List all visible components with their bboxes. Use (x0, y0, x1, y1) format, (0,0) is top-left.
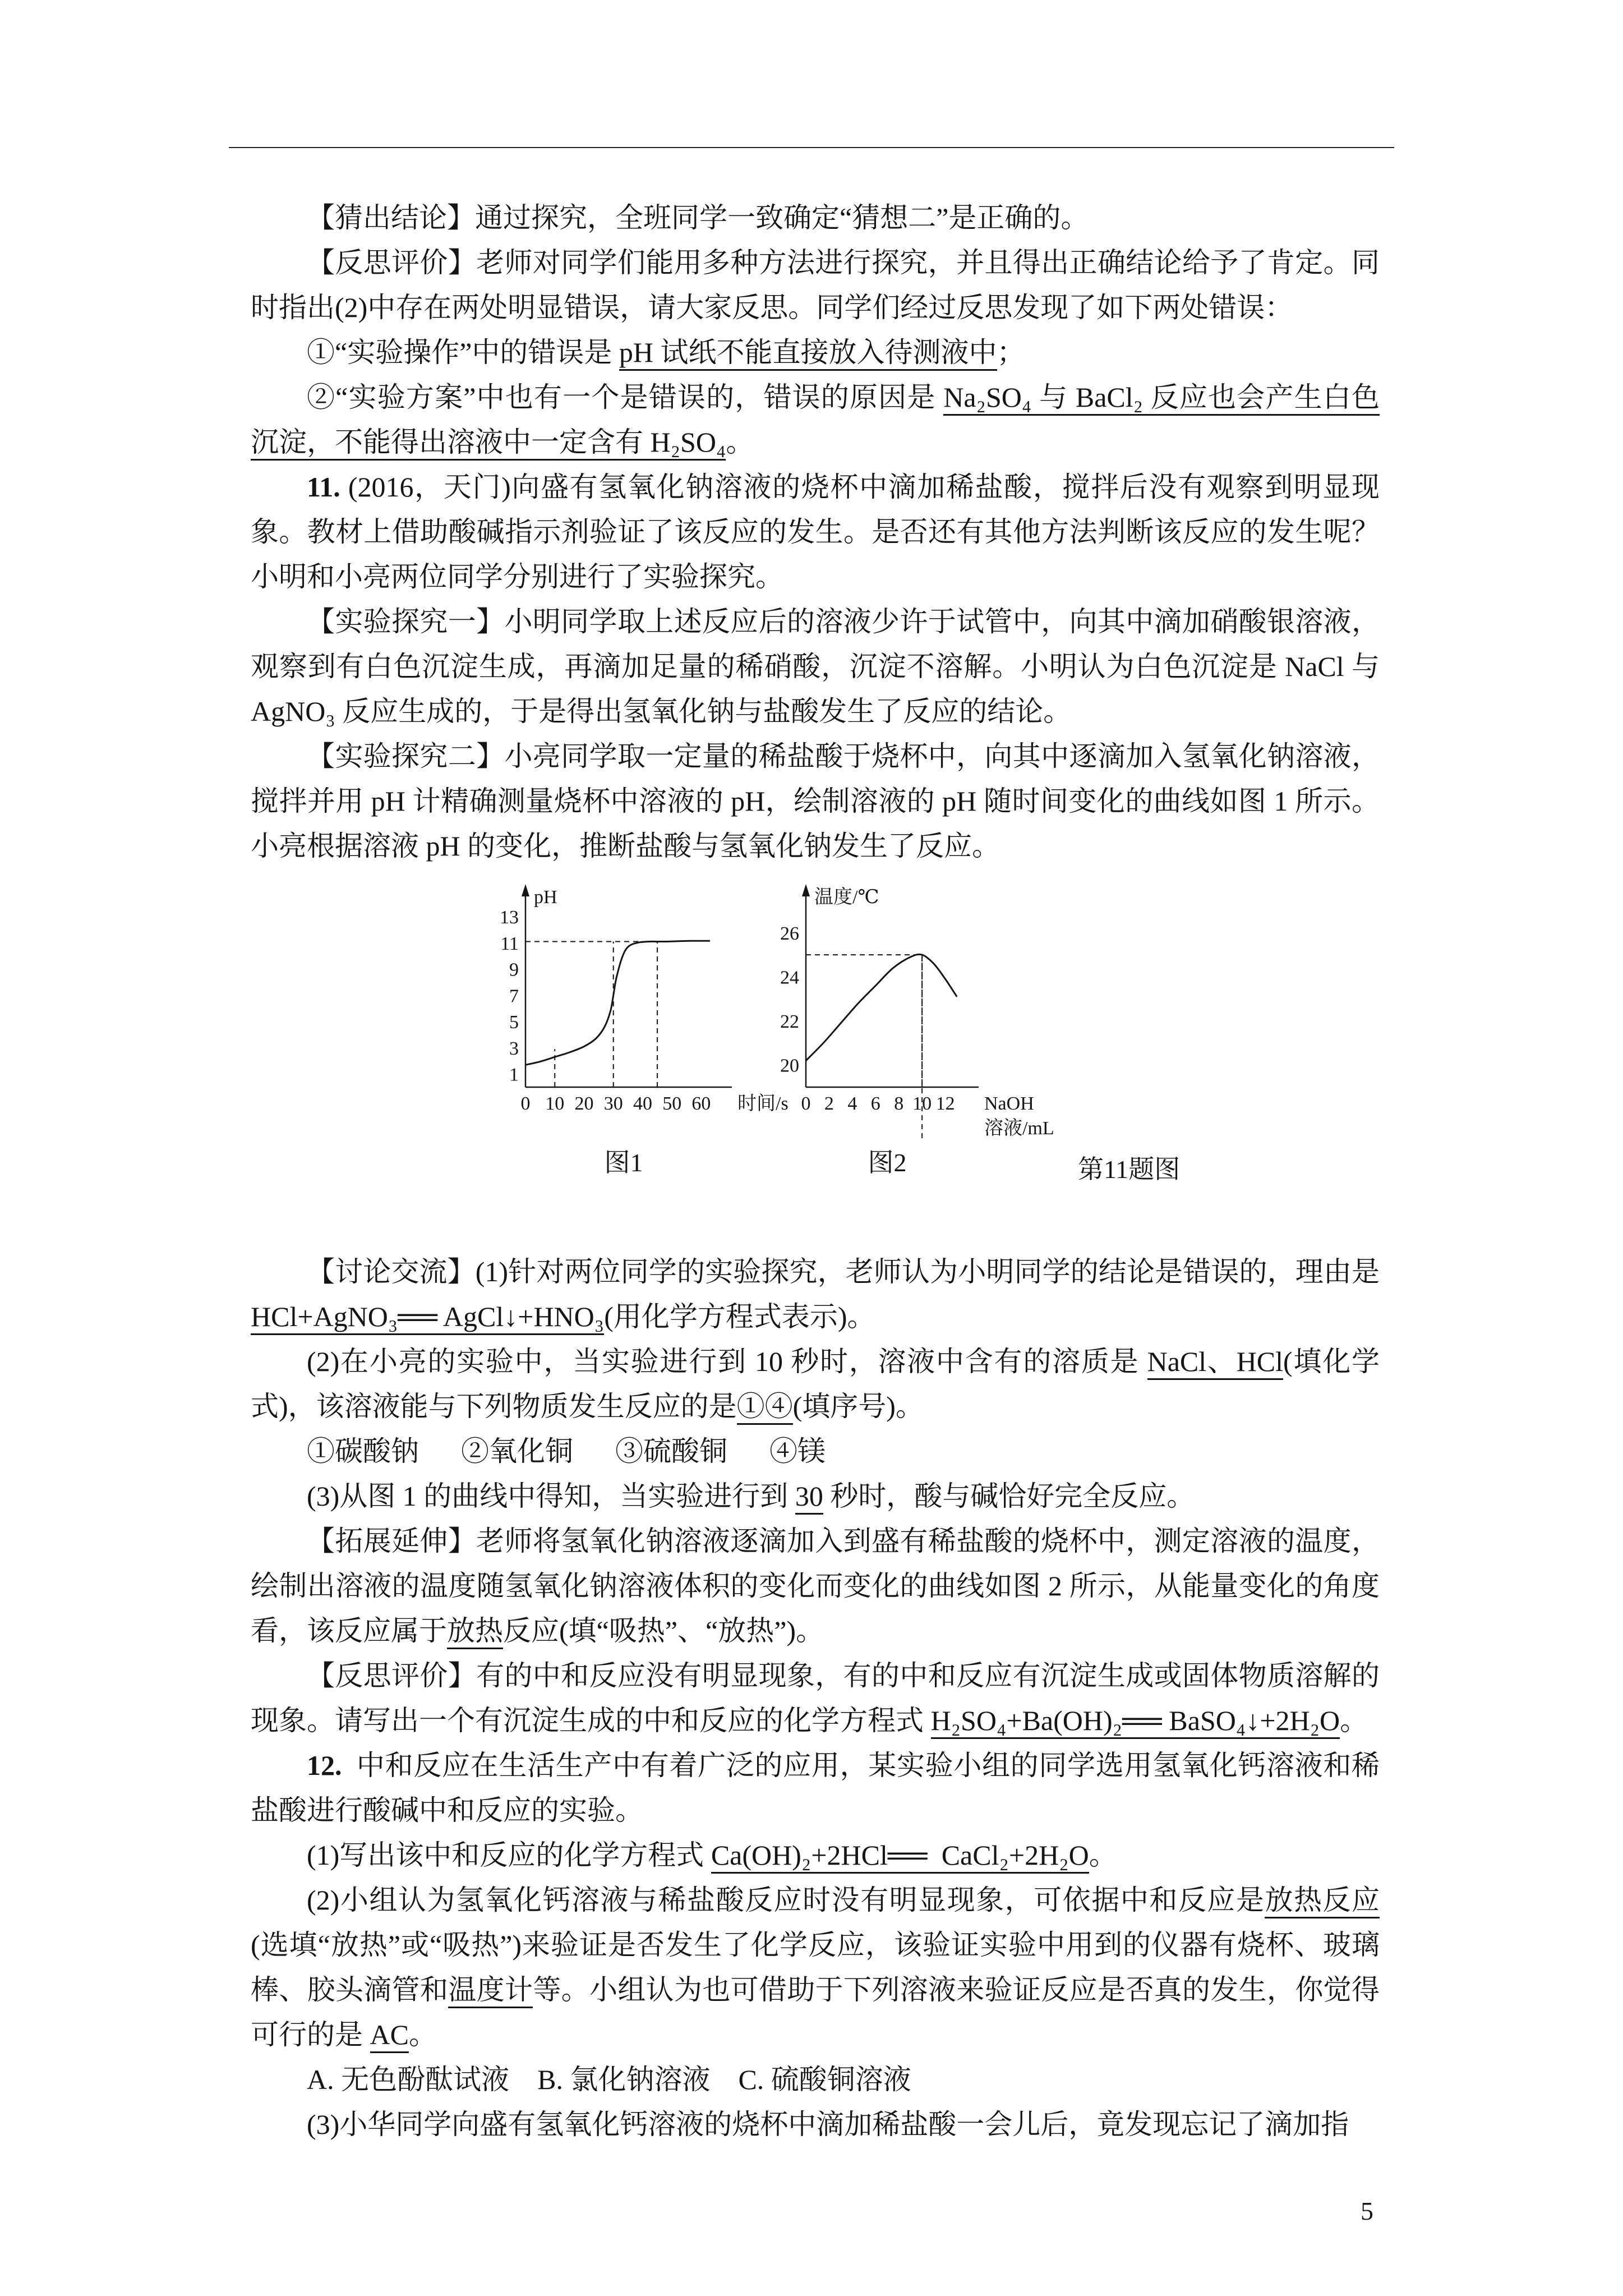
text-segment: (3)从图 1 的曲线中得知，当实验进行到 (307, 1480, 795, 1512)
answer-blank: 放热 (447, 1615, 503, 1649)
text-segment: (2)小组认为氢氧化钙溶液与稀盐酸反应时没有明显现象，可依据中和反应是 (307, 1884, 1265, 1916)
paragraph (251, 1653, 1380, 1743)
answer-blank: AC (370, 2019, 409, 2053)
x-tick-label: 20 (574, 1093, 594, 1114)
paragraph (251, 1833, 1380, 1878)
text-segment: (3)小华同学向盛有氢氧化钙溶液的烧杯中滴加稀盐酸一会儿后，竟发现忘记了滴加指 (307, 2109, 1349, 2140)
text-segment: 秒时，酸与碱恰好完全反应。 (823, 1480, 1195, 1512)
y-tick-label: 5 (509, 1012, 519, 1033)
x-tick-label: 0 (520, 1093, 531, 1114)
x-tick-label: 2 (824, 1093, 834, 1114)
text-segment: (用化学方程式表示)。 (604, 1301, 875, 1332)
chart-temperature-vs-naoh-volume (753, 877, 1067, 1141)
text-segment: (填序号)。 (792, 1391, 924, 1422)
x-tick-label: 6 (870, 1093, 880, 1114)
text-segment: 【讨论交流】(1)针对两位同学的实验探究，老师认为小明同学的结论是错误的，理由是 (307, 1256, 1387, 1287)
document-body (251, 0, 1387, 2147)
paragraph (251, 1474, 1380, 1519)
paragraph (251, 599, 1387, 734)
answer-blank: Ca(OH)₂+2HCl══ CaCl₂+2H₂O (711, 1839, 1089, 1874)
answer-blank: NaCl、HCl (1147, 1346, 1283, 1380)
y-tick-label: 9 (509, 959, 519, 981)
x-tick-label: 0 (801, 1093, 811, 1114)
figure1-caption: 图1 (604, 1148, 643, 1177)
y-axis-arrow (522, 884, 529, 896)
paragraph (251, 464, 1380, 599)
x-tick-label: 8 (894, 1093, 904, 1114)
text-segment: ①碳酸钠 ②氧化铜 ③硫酸铜 ④镁 (307, 1435, 826, 1467)
x-tick-label: 60 (691, 1093, 711, 1114)
answer-blank: ①④ (737, 1391, 793, 1425)
paragraph (251, 240, 1380, 330)
y-tick-label: 1 (509, 1064, 519, 1085)
figure-row (251, 877, 1380, 1141)
y-axis-title: 温度/℃ (814, 887, 879, 908)
paragraph (251, 1878, 1380, 2057)
text-segment: 【反思评价】老师对同学们能用多种方法进行探究，并且得出正确结论给予了肯定。同时指出(2)中存在两处明显错误，请大家反思。同学们经过反思发现了如下两处错误： (251, 247, 1380, 323)
text-segment: 等。小组认为也可借助于下列溶液来验证反应是否真的发生，你觉得可行的是 (251, 1974, 1380, 2050)
text-segment: (填化学式)，该溶液能与下列物质发生反应的是 (251, 1346, 1380, 1422)
x-tick-label: 30 (603, 1093, 623, 1114)
paragraphs-before-figure (251, 195, 1387, 868)
answer-blank: H₂SO₄+Ba(OH)₂══ BaSO₄↓+2H₂O (931, 1705, 1340, 1739)
x-tick-label: 4 (847, 1093, 857, 1114)
y-tick-label: 11 (500, 933, 519, 954)
paragraph (251, 195, 1380, 240)
text-segment: 【反思评价】有的中和反应没有明显现象，有的中和反应有沉淀生成或固体物质溶解的现象。请写出一个有沉淀生成的中和反应的化学方程式 (251, 1660, 1380, 1736)
text-segment: (2)在小亮的实验中，当实验进行到 10 秒时，溶液中含有的溶质是 (307, 1346, 1147, 1377)
text-segment: 12. (307, 1750, 349, 1781)
y-tick-label: 13 (500, 907, 519, 928)
x-tick-label: 10 (545, 1093, 565, 1114)
text-segment: 11. (307, 471, 348, 503)
answer-blank: 放热反应 (1265, 1884, 1380, 1918)
answer-blank: 温度计 (448, 1974, 533, 2008)
text-segment: 【实验探究一】小明同学取上述反应后的溶液少许于试管中，向其中滴加硝酸银溶液，观察到有白色沉淀生成，再滴加足量的稀硝酸，沉淀不溶解。小明认为白色沉淀是 NaCl 与 AgNO₃ 反应生成的，于是得出氢氧化钠与盐酸发生了反应的结论。 (251, 606, 1387, 727)
figure2-caption: 图2 (868, 1148, 907, 1177)
text-segment: ①“实验操作”中的错误是 (307, 337, 619, 368)
y-tick-label: 3 (509, 1038, 519, 1059)
y-tick-label: 7 (509, 986, 519, 1007)
answer-blank: HCl+AgNO₃══ AgCl↓+HNO₃ (251, 1301, 604, 1335)
text-segment: 。 (726, 426, 754, 458)
text-segment: 【猜出结论】通过探究，全班同学一致确定“猜想二”是正确的。 (307, 202, 1089, 233)
paragraph (251, 2102, 1380, 2147)
x-tick-label: 10 (912, 1093, 932, 1114)
y-tick-label: 24 (780, 967, 799, 988)
data-curve (525, 941, 710, 1065)
text-segment: 【拓展延伸】老师将氢氧化钠溶液逐滴加入到盛有稀盐酸的烧杯中，测定溶液的温度，绘制出溶液的温度随氢氧化钠溶液体积的变化而变化的曲线如图 2 所示，从能量变化的角度看，该反应属于 (251, 1525, 1380, 1646)
x-tick-label: 12 (935, 1093, 955, 1114)
text-segment: 。 (1340, 1705, 1368, 1736)
x-tick-label: 50 (662, 1093, 682, 1114)
text-segment: ②“实验方案”中也有一个是错误的，错误的原因是 (307, 381, 944, 413)
paragraph (251, 2057, 1380, 2102)
text-segment: 中和反应在生活生产中有着广泛的应用，某实验小组的同学选用氢氧化钙溶液和稀盐酸进行酸碱中和反应的实验。 (251, 1750, 1380, 1826)
x-axis-title: 溶液/mL (984, 1118, 1054, 1139)
y-axis-title: pH (534, 887, 557, 908)
text-segment: 。 (408, 2019, 437, 2050)
answer-blank: Na₂SO₄ 与 BaCl₂ 反应也会产生白色沉淀，不能得出溶液中一定含有 H₂SO₄ (251, 381, 1380, 461)
x-axis-title: 时间/s (737, 1093, 789, 1114)
paragraph (251, 375, 1380, 464)
text-segment: 。 (1089, 1839, 1117, 1871)
paragraphs-after-figure (251, 1249, 1387, 2147)
paragraph (251, 330, 1380, 375)
page-number: 5 (1361, 2197, 1373, 2225)
x-axis-title: NaOH (984, 1093, 1034, 1114)
text-segment: ； (997, 337, 1025, 368)
text-segment: (2016，天门)向盛有氢氧化钠溶液的烧杯中滴加稀盐酸，搅拌后没有观察到明显现象。教材上借助酸碱指示剂验证了该反应的发生。是否还有其他方法判断该反应的发生呢？小明和小亮两位同学分别进行了实验探究。 (251, 471, 1380, 592)
y-tick-label: 20 (780, 1055, 799, 1076)
paragraph (251, 1249, 1387, 1339)
text-segment: (1)写出该中和反应的化学方程式 (307, 1839, 711, 1871)
data-curve (806, 954, 957, 1060)
y-tick-label: 26 (780, 923, 799, 944)
y-tick-label: 22 (780, 1011, 799, 1033)
figure-group-caption: 第11题图 (1078, 1155, 1181, 1184)
text-segment: (选填“放热”或“吸热”)来验证是否发生了化学反应，该验证实验中用到的仪器有烧杯、玻璃棒、胶头滴管和 (251, 1929, 1380, 2005)
text-segment: A. 无色酚酞试液 B. 氯化钠溶液 C. 硫酸铜溶液 (307, 2064, 911, 2095)
y-axis-arrow (802, 884, 810, 896)
answer-blank: pH 试纸不能直接放入待测液中 (619, 337, 997, 371)
paragraph (251, 1519, 1380, 1653)
figure-captions (251, 1147, 1380, 1184)
paragraph (251, 1743, 1380, 1833)
figure-block (251, 877, 1380, 1184)
paragraph (251, 1339, 1380, 1429)
text-segment: 【实验探究二】小亮同学取一定量的稀盐酸于烧杯中，向其中逐滴加入氢氧化钠溶液，搅拌并用 pH 计精确测量烧杯中溶液的 pH，绘制溶液的 pH 随时间变化的曲线如图 1 所示。小亮根据溶液 pH 的变化，推断盐酸与氢氧化钠发生了反应。 (251, 740, 1380, 862)
paragraph (251, 1429, 1380, 1474)
paragraph (251, 734, 1380, 868)
answer-blank: 30 (795, 1480, 823, 1515)
text-segment: 反应(填“吸热”、“放热”)。 (503, 1615, 824, 1646)
x-tick-label: 40 (633, 1093, 652, 1114)
